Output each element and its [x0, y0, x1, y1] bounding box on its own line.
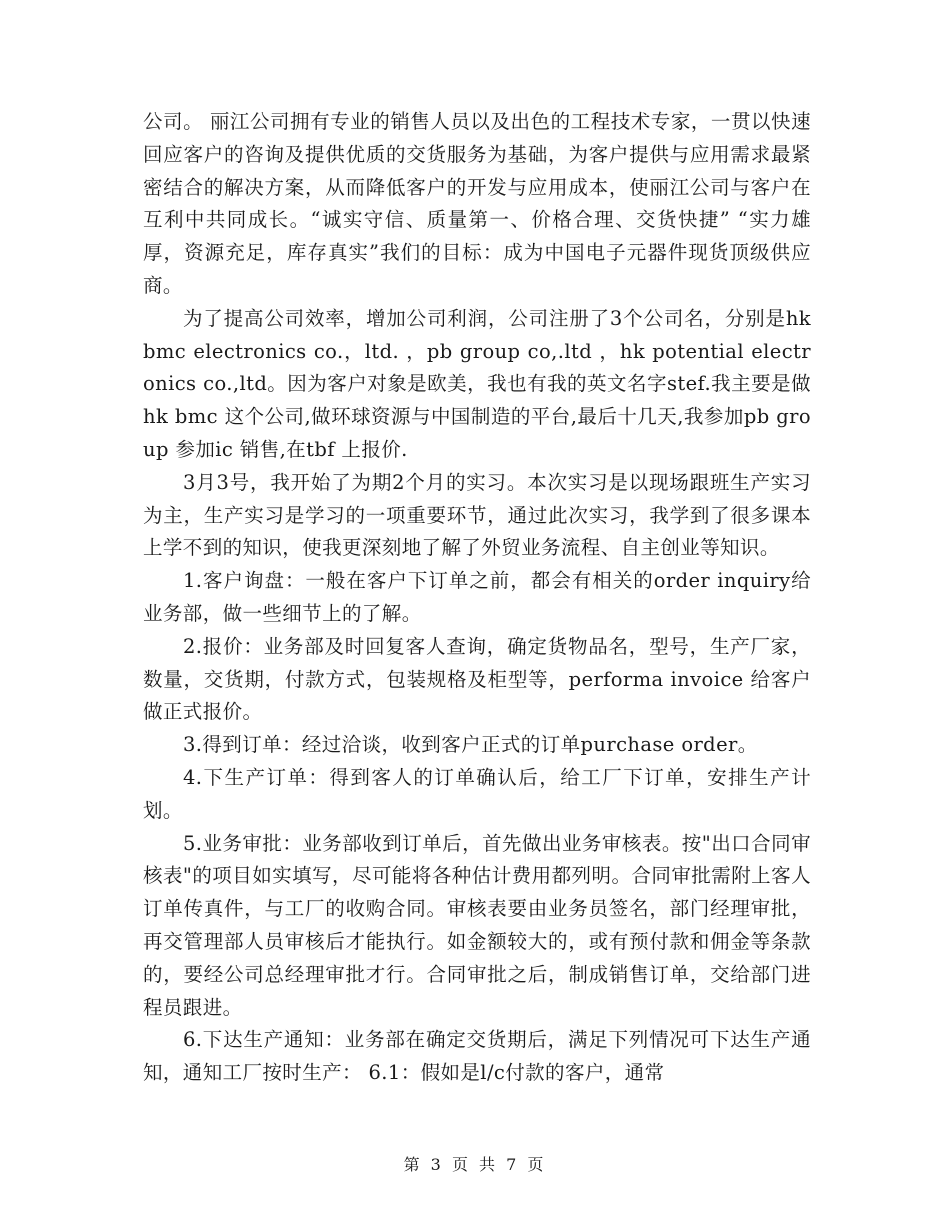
paragraph-step-1: 1.客户询盘：一般在客户下订单之前，都会有相关的order inquiry给业务部，做一些细节上的了解。 — [143, 569, 811, 625]
paragraph-internship: 3月3号，我开始了为期2个月的实习。本次实习是以现场跟班生产实习为主，生产实习是学习的一项重要环节，通过此次实习，我学到了很多课本上学不到的知识，使我更深刻地了解了外贸业务流程、自主创业等知识。 — [143, 470, 811, 560]
paragraph-step-2: 2.报价：业务部及时回复客人查询，确定货物品名，型号，生产厂家，数量，交货期，付款方式，包装规格及柜型等，performa invoice 给客户做正式报价。 — [143, 634, 811, 724]
paragraph-step-6: 6.下达生产通知：业务部在确定交货期后，满足下列情况可下达生产通知，通知工厂按时生产： 6.1：假如是l/c付款的客户，通常 — [143, 1028, 811, 1085]
paragraph-step-5: 5.业务审批：业务部收到订单后，首先做出业务审核表。按"出口合同审核表"的项目如实填写，尽可能将各种估计费用都列明。合同审批需附上客人订单传真件，与工厂的收购合同。审核表要由业务员签名，部门经理审批，再交管理部人员审核后才能执行。如金额较大的，或有预付款和佣金等条款的，要经公司总经理审批才行。合同审批之后，制成销售订单，交给部门进程员跟进。 — [143, 831, 811, 1019]
page-footer: 第 3 页 共 7 页 — [403, 1155, 547, 1174]
paragraph-company-intro: 公司。 丽江公司拥有专业的销售人员以及出色的工程技术专家，一贯以快速回应客户的咨询及提供优质的交货服务为基础，为客户提供与应用需求最紧密结合的解决方案，从而降低客户的开发与应用成本，使丽江公司与客户在互利中共同成长。“诚实守信、质量第一、价格合理、交货快捷” “实力雄厚，资源充足，库存真实”我们的目标：成为中国电子元器件现货顶级供应商。 — [143, 110, 811, 297]
paragraph-step-4: 4.下生产订单：得到客人的订单确认后，给工厂下订单，安排生产计划。 — [143, 765, 811, 822]
paragraph-step-3: 3.得到订单：经过洽谈，收到客户正式的订单purchase order。 — [183, 733, 758, 757]
document-body — [143, 106, 811, 1090]
paragraph-company-names: 为了提高公司效率，增加公司利润，公司注册了3个公司名，分别是hk bmc electronics co.，ltd. ，pb group co,.ltd ，hk potential electronics co.,ltd。因为客户对象是欧美，我也有我的英文名字stef.我主要是做hk bmc 这个公司,做环球资源与中国制造的平台,最后十几天,我参加pb group 参加ic 销售,在tbf 上报价. — [143, 306, 811, 461]
